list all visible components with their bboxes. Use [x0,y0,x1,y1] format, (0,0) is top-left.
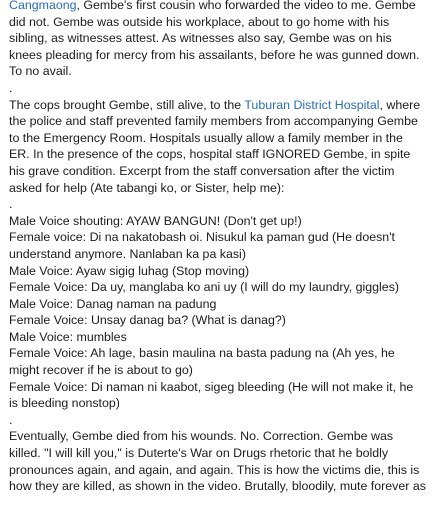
separator-dot: . [9,80,13,95]
text-line: sibling, as witnesses attest. As witnesses also say, Gembe was on his [9,31,392,46]
text-line: asked for help (Ate tabangi ko, or Sister, help me): [9,180,285,195]
dialogue-line: Female Voice: Unsay danag ba? (What is danag?) [9,313,286,328]
paragraph-conclusion [9,428,438,494]
text-line: did not. Gembe was outside his workplace, about to go home with his [9,14,390,29]
dialogue-line: Male Voice: Ayaw sigig luhag (Stop moving) [9,263,250,278]
text-line: knees pleading for mercy from his assailants, before he was gunned down. [9,47,420,62]
paragraph-hospital [9,97,438,213]
text-line: how they are killed, as shown in the video. Brutally, bloodily, mute forever as [9,479,426,494]
text-line: the police and staff prevented family members from accompanying Gembe [9,114,418,129]
text-line: pronounces again, and again, and again. This is how the victims die, this is [9,462,420,477]
cousin-name-link[interactable]: Cangmaong [9,0,77,12]
dialogue-line: understand anymore. Nanlaban ka pa kasi) [9,246,246,261]
hospital-link[interactable]: Tuburan District Hospital [244,97,380,112]
dialogue-line: Female Voice: Di naman ni kaabot, sigeg bleeding (He will not make it, he [9,379,414,394]
separator-dot: . [9,412,13,427]
article-body [9,0,438,495]
dialogue-line: Female Voice: Da uy, manglaba ko ani uy (I will do my laundry, giggles) [9,280,400,295]
dialogue-line: Female voice: Di na nakatobash oi. Nisukul ka paman gud (He doesn't [9,230,395,245]
dialogue-line: Male Voice: mumbles [9,329,127,344]
dialogue-line: Female Voice: Ah lage, basin maulina na basta padung na (Ah yes, he [9,346,395,361]
text-line: The cops brought Gembe, still alive, to the Tuburan District Hospital, where [9,97,421,112]
dialogue-line: is bleeding nonstop) [9,396,120,411]
text-line: To no avail. [9,64,72,79]
dialogue-line: might recover if he is about to go) [9,363,193,378]
dialogue-transcript [9,213,438,429]
text-line: Cangmaong, Gembe's first cousin who forwarded the video to me. Gembe [9,0,416,12]
text-line: ER. In the presence of the cops, hospital staff IGNORED Gembe, in spite [9,147,411,162]
dialogue-line: Male Voice shouting: AYAW BANGUN! (Don't get up!) [9,213,302,228]
text-line: to the Emergency Room. Hospitals usually allow a family member in the [9,130,403,145]
text-line: killed. "I will kill you," is Duterte's War on Drugs rhetoric that he boldly [9,446,389,461]
separator-dot: . [9,197,13,212]
text-line: Eventually, Gembe died from his wounds. No. Correction. Gembe was [9,429,394,444]
dialogue-line: Male Voice: Danag naman na padung [9,296,217,311]
text-line: his grave condition. Excerpt from the staff conversation after the victim [9,163,395,178]
paragraph-witness-account [9,0,438,97]
